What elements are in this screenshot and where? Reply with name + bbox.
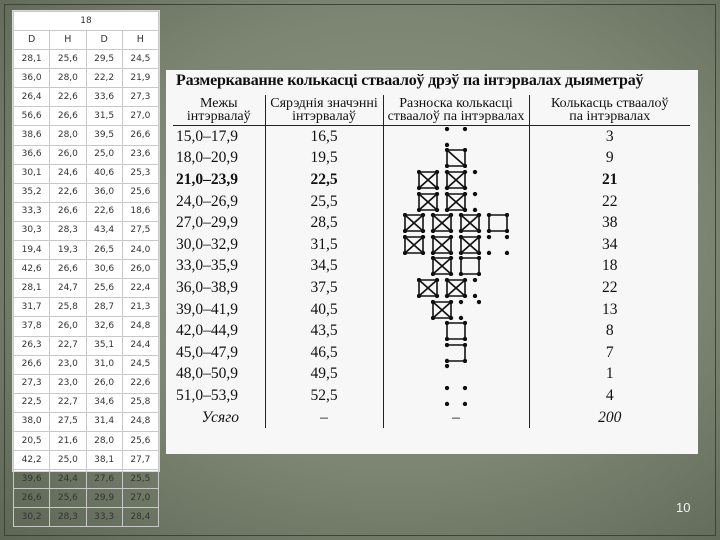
measurement-cell: 26,0: [50, 145, 86, 164]
total-label: Усяго: [173, 407, 265, 429]
tally-cell: [383, 212, 529, 234]
measurement-cell: 37,8: [14, 317, 50, 336]
table-row: [14, 69, 159, 88]
interval-row: [173, 364, 690, 386]
table-number: 18: [14, 12, 159, 31]
table-row: [14, 145, 159, 164]
tally-glyph: [445, 343, 467, 363]
measurement-cell: 36,6: [14, 145, 50, 164]
table-row: [14, 279, 159, 298]
page-number: 10: [676, 500, 691, 515]
measurement-cell: 40,6: [86, 164, 122, 183]
tally-glyph: [417, 278, 495, 298]
column-header-h: H: [50, 31, 86, 50]
measurement-cell: 27,3: [122, 88, 158, 107]
measurement-cell: 21,9: [122, 69, 158, 88]
table-row: [14, 355, 159, 374]
table-row: [14, 412, 159, 431]
measurement-cell: 26,6: [50, 260, 86, 279]
measurement-cell: 31,5: [86, 107, 122, 126]
tally-cell: [383, 126, 529, 148]
measurement-cell: 33,6: [86, 88, 122, 107]
measurement-cell: 22,7: [50, 393, 86, 412]
interval-count: 13: [602, 300, 618, 318]
interval-mean: 31,5: [265, 234, 383, 256]
tally-dot: [505, 251, 509, 255]
measurement-cell: 34,6: [86, 393, 122, 412]
measurement-cell: 27,6: [86, 470, 122, 489]
measurement-cell: 25,8: [50, 298, 86, 317]
measurement-cell: 26,6: [50, 107, 86, 126]
measurement-cell: 28,1: [14, 279, 50, 298]
measurement-cell: 31,4: [86, 412, 122, 431]
interval-count: 21: [602, 170, 618, 188]
interval-mean: 40,5: [265, 299, 383, 321]
measurement-cell: 28,3: [50, 508, 86, 527]
tally-glyph: [417, 170, 495, 190]
interval-bounds: 45,0–47,9: [173, 342, 265, 364]
interval-count: 18: [602, 257, 618, 275]
tally-dot: [463, 386, 467, 390]
tally-cell: [383, 191, 529, 213]
measurement-cell: 25,6: [50, 50, 86, 69]
measurement-cell: 26,6: [14, 489, 50, 508]
measurement-cell: 22,5: [14, 393, 50, 412]
measurement-cell: 28,0: [50, 69, 86, 88]
measurement-cell: 23,0: [50, 355, 86, 374]
measurement-cell: 26,0: [122, 260, 158, 279]
measurement-cell: 18,6: [122, 202, 158, 221]
measurement-cell: 38,1: [86, 451, 122, 470]
distribution-panel: [166, 70, 698, 454]
tally-dot: [445, 364, 449, 368]
measurement-cell: 30,6: [86, 260, 122, 279]
table-row: [14, 317, 159, 336]
tally-glyph: [417, 192, 495, 212]
measurement-cell: 25,6: [122, 431, 158, 450]
measurement-cell: 21,3: [122, 298, 158, 317]
interval-bounds: 42,0–44,9: [173, 320, 265, 342]
tally-dot: [445, 386, 449, 390]
interval-row: [173, 385, 690, 407]
measurement-cell: 32,6: [86, 317, 122, 336]
measurement-cell: 24,4: [50, 470, 86, 489]
interval-count: 1: [605, 365, 614, 383]
interval-count: 4: [605, 386, 614, 404]
header-interval-bounds: [173, 95, 265, 126]
measurement-cell: 42,6: [14, 260, 50, 279]
interval-bounds: 48,0–50,9: [173, 364, 265, 386]
measurement-cell: 22,6: [122, 374, 158, 393]
measurement-cell: 19,3: [50, 241, 86, 260]
header-interval-means: [265, 95, 383, 126]
interval-count: 38: [602, 214, 618, 232]
tally-cell: [383, 148, 529, 170]
tally-dot: [445, 143, 449, 147]
measurement-cell: 39,6: [14, 470, 50, 489]
table-row: [14, 298, 159, 317]
interval-row: [173, 148, 690, 170]
tally-dot: [459, 315, 463, 319]
tally-dot: [487, 235, 491, 239]
total-tally: –: [383, 407, 529, 429]
header-text: Межы інтэрвалаў: [186, 96, 251, 124]
interval-bounds: 36,0–38,9: [173, 277, 265, 299]
table-row: [14, 489, 159, 508]
measurement-cell: 30,1: [14, 164, 50, 183]
tally-dot: [487, 251, 491, 255]
column-header-d: D: [86, 31, 122, 50]
tally-cell: [383, 256, 529, 278]
measurement-cell: 23,0: [50, 374, 86, 393]
measurement-cell: 28,7: [86, 298, 122, 317]
tally-dot: [473, 192, 477, 196]
tally-glyph: [431, 300, 481, 320]
measurement-cell: 28,0: [86, 431, 122, 450]
interval-bounds: 18,0–20,9: [173, 148, 265, 170]
measurement-cell: 24,5: [122, 50, 158, 69]
tally-dot: [473, 278, 477, 282]
interval-mean: 46,5: [265, 342, 383, 364]
raw-measurements-panel: [12, 10, 160, 522]
interval-row: [173, 256, 690, 278]
tally-cell: [383, 169, 529, 191]
table-row: [14, 88, 159, 107]
table-row: [14, 374, 159, 393]
header-text: Разноска колькасці стваалоў па інтэрвалах: [387, 96, 525, 124]
measurement-cell: 26,4: [14, 88, 50, 107]
interval-count: 22: [602, 192, 618, 210]
table-row: [14, 431, 159, 450]
interval-bounds: 39,0–41,9: [173, 299, 265, 321]
tally-cell: [383, 234, 529, 256]
tally-dot: [473, 207, 477, 211]
interval-count: 8: [605, 322, 614, 340]
measurement-cell: 20,5: [14, 431, 50, 450]
table-row: [14, 50, 159, 69]
measurement-cell: 27,7: [122, 451, 158, 470]
interval-count: 22: [602, 278, 618, 296]
measurement-cell: 26,6: [122, 126, 158, 145]
interval-row: [173, 277, 690, 299]
interval-row: [173, 126, 690, 148]
interval-count: 9: [605, 149, 614, 167]
measurement-cell: 24,5: [122, 355, 158, 374]
measurement-cell: 31,7: [14, 298, 50, 317]
measurement-cell: 38,6: [14, 126, 50, 145]
measurement-cell: 36,0: [14, 69, 50, 88]
measurement-cell: 26,5: [86, 241, 122, 260]
measurement-cell: 28,0: [50, 126, 86, 145]
measurement-cell: 25,6: [122, 183, 158, 202]
interval-bounds: 27,0–29,9: [173, 212, 265, 234]
measurement-cell: 27,5: [122, 221, 158, 240]
measurement-cell: 27,0: [122, 489, 158, 508]
measurement-cell: 27,5: [50, 412, 86, 431]
total-count: 200: [598, 408, 622, 426]
header-tally: [383, 95, 529, 126]
table-row: [14, 126, 159, 145]
interval-bounds: 15,0–17,9: [173, 126, 265, 148]
tally-glyph: [445, 321, 467, 341]
measurement-cell: 25,0: [50, 451, 86, 470]
interval-mean: 22,5: [265, 169, 383, 191]
tally-glyph: [445, 386, 467, 406]
interval-mean: 19,5: [265, 148, 383, 170]
measurement-cell: 22,2: [86, 69, 122, 88]
measurement-cell: 26,0: [50, 317, 86, 336]
tally-cell: [383, 277, 529, 299]
measurement-cell: 22,6: [86, 202, 122, 221]
measurement-cell: 21,6: [50, 431, 86, 450]
measurement-cell: 28,3: [50, 221, 86, 240]
measurement-cell: 27,0: [122, 107, 158, 126]
measurement-cell: 25,6: [50, 489, 86, 508]
tally-glyph: [445, 127, 467, 147]
interval-row: [173, 169, 690, 191]
tally-dot: [445, 127, 449, 131]
tally-glyph: [445, 148, 467, 168]
measurement-cell: 22,6: [50, 183, 86, 202]
table-row: [14, 508, 159, 527]
measurement-cell: 36,0: [86, 183, 122, 202]
tally-dot: [463, 402, 467, 406]
interval-count: 34: [602, 235, 618, 253]
measurement-cell: 38,0: [14, 412, 50, 431]
tally-glyph: [403, 213, 509, 233]
table-title: Размеркаванне колькасці стваалоў дрэў па інтэрвалах дыяметраў: [176, 72, 644, 89]
tally-dot: [477, 300, 481, 304]
measurement-cell: 24,7: [50, 279, 86, 298]
raw-measurements-table: [13, 11, 159, 527]
table-row: [14, 451, 159, 470]
interval-bounds: 21,0–23,9: [173, 169, 265, 191]
tally-dot: [459, 300, 463, 304]
measurement-cell: 25,0: [86, 145, 122, 164]
distribution-table: [173, 95, 690, 428]
measurement-cell: 29,9: [86, 489, 122, 508]
measurement-cell: 26,3: [14, 336, 50, 355]
tally-glyph: [403, 235, 509, 255]
tally-dot: [445, 402, 449, 406]
measurement-cell: 22,6: [50, 88, 86, 107]
measurement-cell: 28,1: [14, 50, 50, 69]
table-row: [14, 336, 159, 355]
interval-count: 3: [605, 127, 614, 145]
total-row: [173, 407, 690, 429]
interval-row: [173, 342, 690, 364]
measurement-cell: 26,6: [50, 202, 86, 221]
column-header-h: H: [122, 31, 158, 50]
measurement-cell: 26,0: [86, 374, 122, 393]
measurement-cell: 25,5: [122, 470, 158, 489]
header-text: Колькасць стваалоў па інтэрвалах: [550, 96, 669, 124]
measurement-cell: 24,8: [122, 412, 158, 431]
measurement-cell: 43,4: [86, 221, 122, 240]
measurement-cell: 22,4: [122, 279, 158, 298]
tally-dot: [505, 235, 509, 239]
tally-cell: [383, 320, 529, 342]
measurement-cell: 24,0: [122, 241, 158, 260]
measurement-cell: 35,2: [14, 183, 50, 202]
interval-count: 7: [605, 343, 614, 361]
tally-dot: [463, 127, 467, 131]
interval-mean: 52,5: [265, 385, 383, 407]
table-row: [14, 183, 159, 202]
table-row: [14, 221, 159, 240]
measurement-cell: 26,6: [14, 355, 50, 374]
measurement-cell: 39,5: [86, 126, 122, 145]
interval-row: [173, 299, 690, 321]
interval-bounds: 51,0–53,9: [173, 385, 265, 407]
measurement-cell: 22,7: [50, 336, 86, 355]
measurement-cell: 25,6: [86, 279, 122, 298]
tally-cell: [383, 385, 529, 407]
measurement-cell: 29,5: [86, 50, 122, 69]
measurement-cell: 23,6: [122, 145, 158, 164]
total-mean: –: [265, 407, 383, 429]
tally-dot: [473, 170, 477, 174]
interval-row: [173, 191, 690, 213]
header-text: Сярэднія значэнні інтэрвалаў: [270, 96, 378, 124]
table-row: [14, 393, 159, 412]
table-row: [14, 470, 159, 489]
table-row: [14, 241, 159, 260]
interval-row: [173, 212, 690, 234]
measurement-cell: 28,4: [122, 508, 158, 527]
interval-row: [173, 320, 690, 342]
interval-bounds: 33,0–35,9: [173, 256, 265, 278]
tally-cell: [383, 299, 529, 321]
interval-mean: 16,5: [265, 126, 383, 148]
table-row: [14, 164, 159, 183]
tally-cell: [383, 364, 529, 386]
tally-glyph: [431, 256, 481, 276]
measurement-cell: 31,0: [86, 355, 122, 374]
measurement-cell: 35,1: [86, 336, 122, 355]
interval-bounds: 30,0–32,9: [173, 234, 265, 256]
measurement-cell: 33,3: [86, 508, 122, 527]
measurement-cell: 25,3: [122, 164, 158, 183]
tally-cell: [383, 342, 529, 364]
tally-dot: [473, 294, 477, 298]
measurement-cell: 33,3: [14, 202, 50, 221]
measurement-cell: 30,2: [14, 508, 50, 527]
table-row: [14, 202, 159, 221]
tally-glyph: [445, 364, 467, 384]
measurement-cell: 27,3: [14, 374, 50, 393]
table-row: [14, 107, 159, 126]
interval-mean: 25,5: [265, 191, 383, 213]
interval-mean: 49,5: [265, 364, 383, 386]
interval-mean: 34,5: [265, 256, 383, 278]
interval-bounds: 24,0–26,9: [173, 191, 265, 213]
interval-mean: 43,5: [265, 320, 383, 342]
interval-mean: 37,5: [265, 277, 383, 299]
interval-row: [173, 234, 690, 256]
measurement-cell: 24,4: [122, 336, 158, 355]
measurement-cell: 25,8: [122, 393, 158, 412]
measurement-cell: 19,4: [14, 241, 50, 260]
measurement-cell: 24,8: [122, 317, 158, 336]
tally-line: [447, 150, 465, 166]
header-count: [529, 95, 690, 126]
table-row: [14, 260, 159, 279]
measurement-cell: 42,2: [14, 451, 50, 470]
header-row: [173, 95, 690, 126]
interval-mean: 28,5: [265, 212, 383, 234]
measurement-cell: 56,6: [14, 107, 50, 126]
column-header-d: D: [14, 31, 50, 50]
measurement-cell: 30,3: [14, 221, 50, 240]
measurement-cell: 24,6: [50, 164, 86, 183]
